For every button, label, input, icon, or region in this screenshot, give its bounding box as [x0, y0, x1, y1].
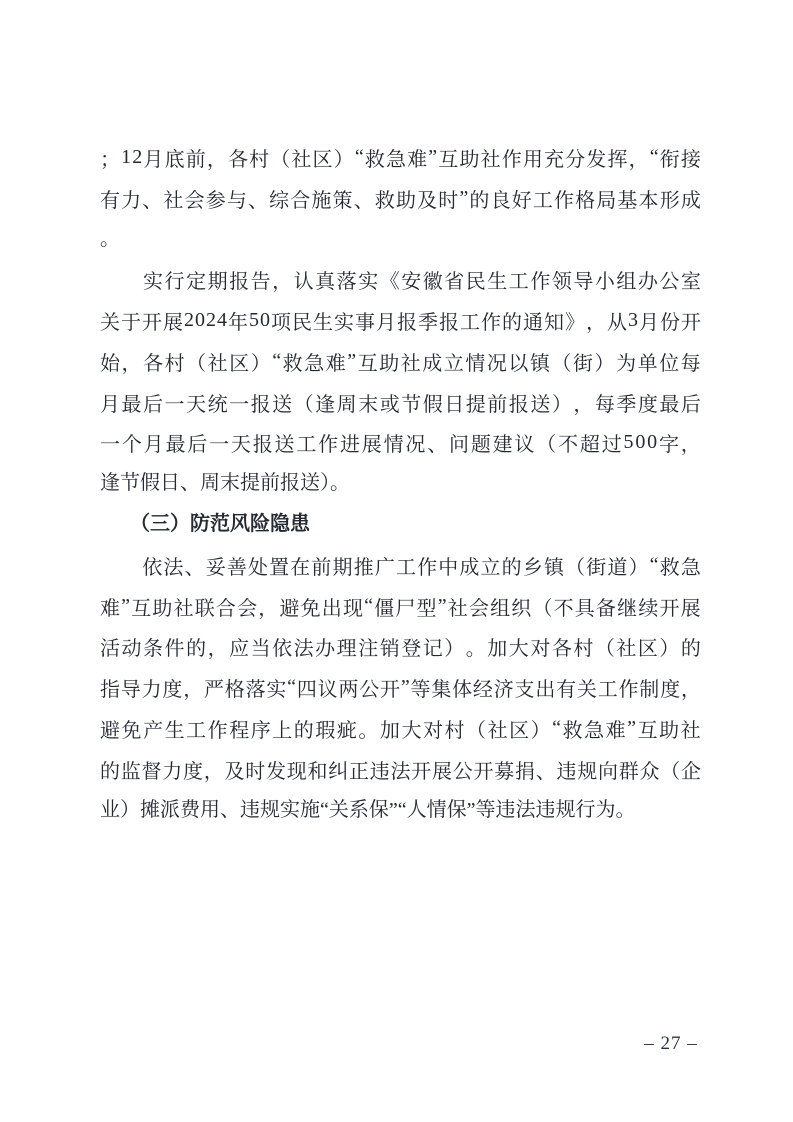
text-line: （三）防范风险隐患	[100, 513, 310, 536]
text-line: 。	[100, 227, 120, 250]
text-line: 活 动 条 件 的 ， 应 当 依 法 办 理 注 销 登 记 ） 。 加 大 对 各 村 （ 社 区 ） 的	[100, 638, 701, 661]
text-line: 始 ， 各 村 （ 社 区 ） “ 救 急 难 ” 互 助 社 成 立 情 况 以 镇 （ 街 ） 为 单 位 每	[100, 349, 701, 375]
text-line: 逢节假日、周末提前报送）。	[100, 472, 350, 495]
text-line: 难 ” 互 助 社 联 合 会 ， 避 免 出 现 “ 僵 尸 型 ” 社 会 组 织 （ 不 具 备 继 续 开 展	[100, 594, 701, 620]
text-line: 有 力 、 社 会 参 与 、 综 合 施 策 、 救 助 及 时 ” 的 良 好 工 作 格 局 基 本 形 成	[100, 186, 701, 212]
text-line: 关 于 开 展 2 0 2 4 年 5 0 项 民 生 实 事 月 报 季 报 工 作 的 通 知 》 ， 从 3 月 份 开	[100, 309, 701, 335]
text-line: 避 免 产 生 工 作 程 序 上 的 瑕 疵 。 加 大 对 村 （ 社 区 ） “ 救 急 难 ” 互 助 社	[100, 717, 701, 743]
text-line: 业）摊派费用、违规实施“关系保”“人情保”等违法违规行为。	[100, 798, 636, 821]
section-heading	[100, 504, 701, 545]
text-line: ； 1 2 月 底 前 ， 各 村 （ 社 区 ） “ 救 急 难 ” 互 助 社 作 用 充 分 发 挥 ， “ 衔 接	[100, 145, 701, 171]
page-number: – 27 –	[644, 1033, 698, 1054]
text-line: 一 个 月 最 后 一 天 报 送 工 作 进 展 情 况 、 问 题 建 议 （ 不 超 过 5 0 0 字 ，	[100, 431, 701, 457]
text-line: 实 行 定 期 报 告 ， 认 真 落 实 《 安 徽 省 民 生 工 作 领 导 小 组 办 公 室	[143, 271, 701, 294]
text-line: 的 监 督 力 度 ， 及 时 发 现 和 纠 正 违 法 开 展 公 开 募 捐 、 违 规 向 群 众 （ 企	[100, 760, 701, 783]
text-line: 月 最 后 一 天 统 一 报 送 （ 逢 周 末 或 节 假 日 提 前 报 送 ） ， 每 季 度 最 后	[100, 393, 701, 416]
paragraph	[100, 545, 701, 831]
text-line: 依 法 、 妥 善 处 置 在 前 期 推 广 工 作 中 成 立 的 乡 镇 （ 街 道 ） “ 救 急	[142, 553, 701, 579]
document-body	[100, 137, 701, 831]
text-line: 指 导 力 度 ， 严 格 落 实 “ 四 议 两 公 开 ” 等 集 体 经 济 支 出 有 关 工 作 制 度 ，	[100, 676, 701, 702]
paragraph	[100, 259, 701, 504]
paragraph	[100, 137, 701, 259]
